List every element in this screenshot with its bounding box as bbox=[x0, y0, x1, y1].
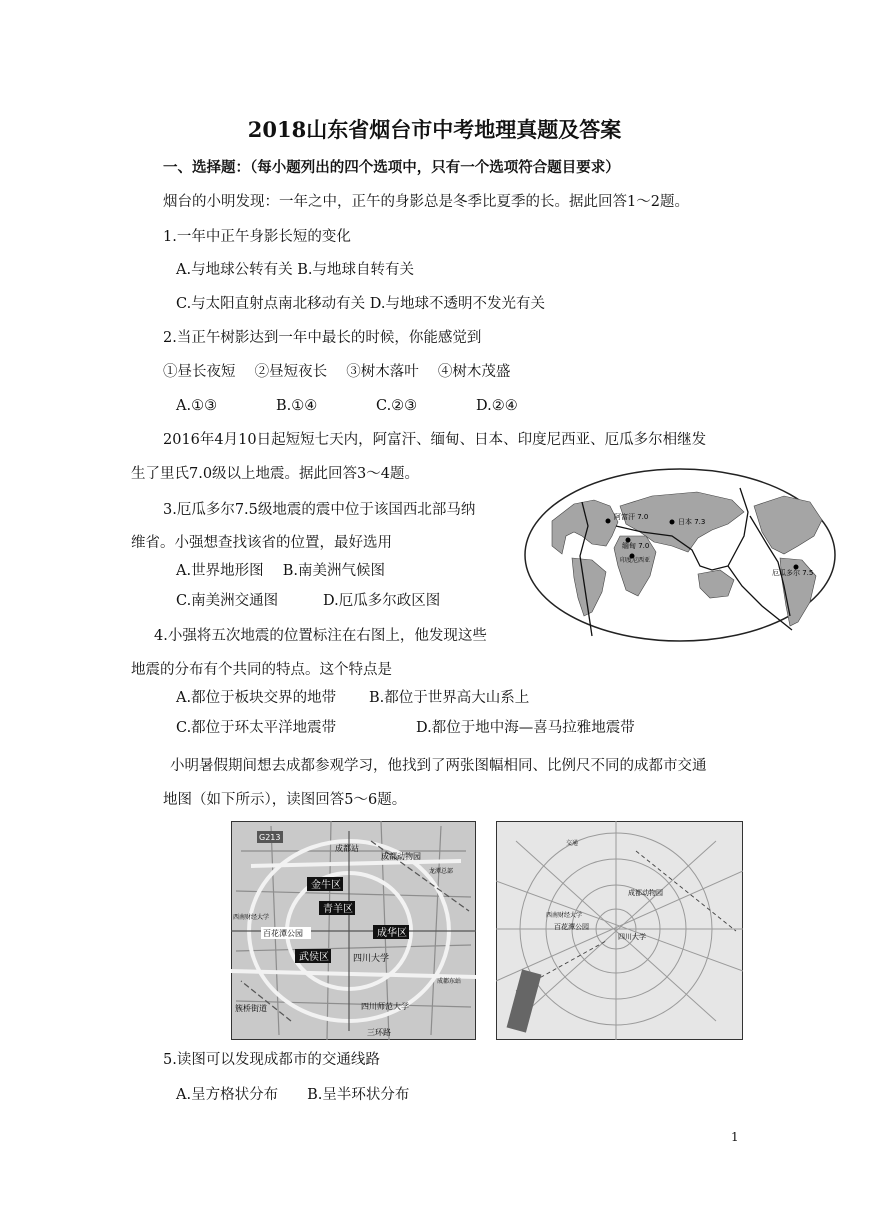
label-zoo-b: 成都动物园 bbox=[628, 889, 663, 897]
label-east-station: 成都东站 bbox=[437, 978, 462, 985]
q4-option-c: C.都位于环太平洋地震带 bbox=[176, 720, 337, 736]
label-scnu: 四川师范大学 bbox=[361, 1002, 409, 1011]
label-ecuador: 厄瓜多尔 7.5 bbox=[772, 569, 814, 577]
q4-stem-line2: 地震的分布有个共同的特点。这个特点是 bbox=[131, 662, 392, 678]
q3-option-c: C.南美洲交通图 bbox=[176, 593, 279, 609]
label-longtan: 龙潭总部 bbox=[429, 868, 454, 875]
intro-q5-6-line2: 地图（如下所示），读图回答5～6题。 bbox=[163, 792, 407, 808]
q2-option-b: B.①④ bbox=[276, 398, 318, 414]
q3-options-line1: A.世界地形图 B.南美洲气候图 bbox=[176, 563, 385, 579]
world-earthquake-map bbox=[522, 466, 838, 644]
label-indonesia: 印度尼西亚 bbox=[620, 557, 651, 564]
district-chenghua: 成华区 bbox=[377, 928, 407, 939]
q1-stem: 1.一年中正午身影长短的变化 bbox=[163, 229, 351, 245]
q3-stem-line2: 维省。小强想查找该省的位置，最好选用 bbox=[131, 535, 392, 551]
q2-option-c: C.②③ bbox=[376, 398, 418, 414]
label-cuqiao: 簇桥街道 bbox=[235, 1004, 267, 1013]
label-baihuatan-b: 百花潭公园 bbox=[554, 923, 589, 931]
label-swufe-a: 西南财经大学 bbox=[233, 914, 270, 921]
label-ring-road: 三环路 bbox=[367, 1028, 391, 1037]
q2-choices: ①昼长夜短 ②昼短夜长 ③树木落叶 ④树木茂盛 bbox=[163, 364, 511, 380]
label-transport: 交通 bbox=[566, 840, 579, 847]
section-heading: 一、选择题：（每小题列出的四个选项中，只有一个选项符合题目要求） bbox=[163, 159, 620, 176]
district-wuhou: 武侯区 bbox=[299, 952, 329, 963]
q4-stem-line1: 4.小强将五次地震的位置标注在右图上，他发现这些 bbox=[154, 628, 487, 644]
label-japan: 日本 7.3 bbox=[678, 518, 706, 526]
q2-option-d: D.②④ bbox=[476, 398, 518, 414]
label-zoo-a: 成都动物园 bbox=[381, 852, 421, 861]
q2-option-a: A.①③ bbox=[176, 398, 218, 414]
q5-stem: 5.读图可以发现成都市的交通线路 bbox=[163, 1052, 380, 1068]
intro-q3-4-line2: 生了里氏7.0级以上地震。据此回答3～4题。 bbox=[131, 466, 420, 482]
label-baihuatan-a: 百花潭公园 bbox=[263, 929, 303, 938]
q1-options-line2: C.与太阳直射点南北移动有关 D.与地球不透明不发光有关 bbox=[176, 296, 546, 312]
q1-options-line1: A.与地球公转有关 B.与地球自转有关 bbox=[176, 262, 414, 278]
q4-option-d: D.都位于地中海—喜马拉雅地震带 bbox=[416, 720, 635, 736]
label-scu-b: 四川大学 bbox=[618, 933, 646, 941]
page-title: 2018山东省烟台市中考地理真题及答案 bbox=[247, 117, 622, 142]
q4-option-b: B.都位于世界高大山系上 bbox=[369, 690, 530, 706]
label-station: 成都站 bbox=[335, 844, 359, 853]
label-scu-a: 四川大学 bbox=[353, 954, 390, 964]
intro-q5-6-line1: 小明暑假期间想去成都参观学习，他找到了两张图幅相同、比例尺不同的成都市交通 bbox=[170, 758, 707, 774]
label-afghanistan: 阿富汗 7.0 bbox=[614, 513, 649, 521]
q4-option-a: A.都位于板块交界的地带 bbox=[176, 690, 337, 706]
q3-stem-line1: 3.厄瓜多尔7.5级地震的震中位于该国西北部马纳 bbox=[163, 502, 476, 518]
label-myanmar: 缅甸 7.0 bbox=[622, 542, 650, 550]
chengdu-map-small-scale bbox=[496, 821, 743, 1040]
intro-q3-4-line1: 2016年4月10日起短短七天内，阿富汗、缅甸、日本、印度尼西亚、厄瓜多尔相继发 bbox=[163, 432, 707, 448]
chengdu-map-large-scale bbox=[231, 821, 476, 1040]
label-swufe-b: 西南财经大学 bbox=[546, 912, 583, 919]
q2-stem: 2.当正午树影达到一年中最长的时候，你能感觉到 bbox=[163, 330, 482, 346]
q3-option-d: D.厄瓜多尔政区图 bbox=[323, 593, 441, 609]
intro-q1-2: 烟台的小明发现：一年之中，正午的身影总是冬季比夏季的长。据此回答1～2题。 bbox=[163, 194, 689, 210]
q5-options: A.呈方格状分布 B.呈半环状分布 bbox=[176, 1087, 410, 1103]
district-jinniu: 金牛区 bbox=[311, 880, 341, 891]
page-number: 1 bbox=[731, 1130, 739, 1144]
label-g213: G213 bbox=[259, 833, 281, 842]
district-qingyang: 青羊区 bbox=[323, 904, 353, 915]
